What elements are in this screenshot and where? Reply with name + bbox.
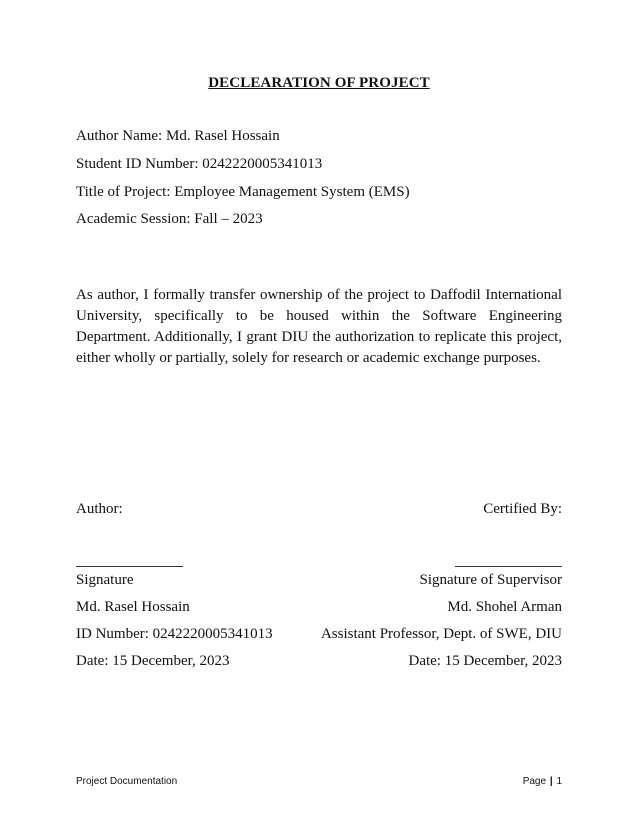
author-heading: Author: — [76, 501, 123, 517]
footer-page-separator: | — [549, 776, 553, 787]
footer-page-indicator — [523, 776, 562, 787]
supervisor-signature-line — [455, 566, 562, 567]
supervisor-date: Date: 15 December, 2023 — [408, 653, 562, 669]
author-signature-label: Signature — [76, 572, 134, 588]
author-date: Date: 15 December, 2023 — [76, 653, 230, 669]
footer-document-label: Project Documentation — [76, 776, 178, 787]
project-title-line: Title of Project: Employee Management System (EMS) — [76, 184, 410, 200]
student-id-line: Student ID Number: 0242220005341013 — [76, 156, 323, 172]
author-signature-line — [76, 566, 183, 567]
author-name: Md. Rasel Hossain — [76, 599, 190, 615]
supervisor-signature-label: Signature of Supervisor — [419, 572, 562, 588]
declaration-paragraph: As author, I formally transfer ownership of the project to Daffodil International University, specifically to be housed within the Software Engineering Department. Additionally, I grant DIU the authorization to replicate this project, either wholly or partially, solely for research or academic exchange purposes. — [76, 287, 562, 366]
supervisor-name: Md. Shohel Arman — [447, 599, 562, 615]
author-id-number: ID Number: 0242220005341013 — [76, 626, 273, 642]
page-title: DECLEARATION OF PROJECT — [208, 75, 430, 91]
footer-page-label: Page — [522, 776, 547, 787]
author-name-line: Author Name: Md. Rasel Hossain — [76, 128, 280, 144]
supervisor-position: Assistant Professor, Dept. of SWE, DIU — [320, 626, 562, 642]
certifier-heading: Certified By: — [483, 501, 562, 517]
footer-page-number: 1 — [556, 776, 562, 787]
academic-session-line: Academic Session: Fall – 2023 — [76, 211, 263, 227]
